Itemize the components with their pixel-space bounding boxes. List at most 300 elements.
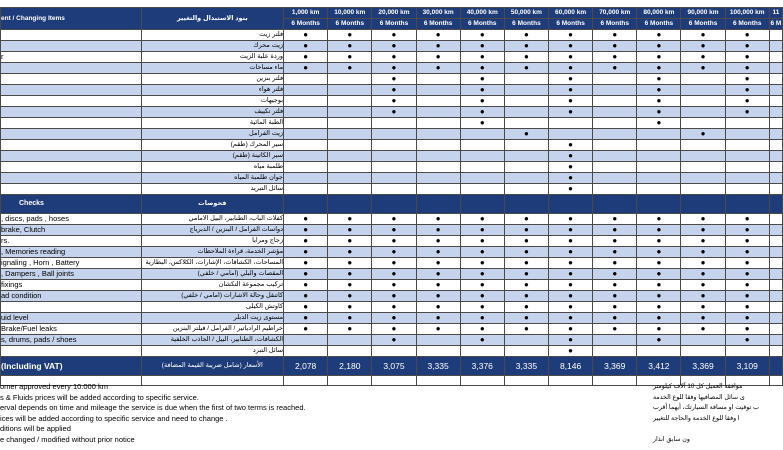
km-header: 90,000 km (681, 8, 725, 19)
service-mark: ● (372, 236, 416, 247)
empty-cell (637, 129, 681, 140)
service-mark: ● (460, 225, 504, 236)
item-ar: جوان طلمبة المياه (141, 173, 284, 184)
service-mark: ● (549, 291, 593, 302)
service-mark: ● (681, 269, 725, 280)
item-ar: المساحات، الكشافات، الإشارات، الكلاكس، البطارية (141, 258, 284, 269)
empty-cell (769, 291, 782, 302)
km-header: 40,000 km (460, 8, 504, 19)
price-value: 3,109 (725, 357, 769, 376)
table-row (1, 324, 783, 335)
service-mark: ● (593, 258, 637, 269)
empty-cell (593, 140, 637, 151)
service-mark: ● (549, 63, 593, 74)
empty-cell (769, 269, 782, 280)
service-mark: ● (460, 302, 504, 313)
service-mark: ● (549, 173, 593, 184)
empty-cell (372, 140, 416, 151)
service-mark: ● (549, 247, 593, 258)
empty-cell (769, 236, 782, 247)
empty-cell (769, 30, 782, 41)
service-mark: ● (681, 291, 725, 302)
service-mark: ● (372, 41, 416, 52)
service-mark: ● (549, 324, 593, 335)
service-mark: ● (328, 269, 372, 280)
service-mark: ● (284, 269, 328, 280)
price-value: 3,376 (460, 357, 504, 376)
service-mark: ● (637, 302, 681, 313)
months-header: 6 Months (328, 19, 372, 30)
empty-cell (504, 346, 548, 357)
empty-cell (637, 140, 681, 151)
table-row (1, 236, 783, 247)
service-mark: ● (416, 214, 460, 225)
service-mark: ● (328, 302, 372, 313)
item-ar: كاتنقل وحالة الاشارات (امامي / خلفي) (141, 291, 284, 302)
english-notes (0, 382, 420, 446)
item-ar: زجاج ومرايا (141, 236, 284, 247)
empty-cell (328, 173, 372, 184)
empty-cell (416, 173, 460, 184)
empty-cell (504, 85, 548, 96)
service-mark: ● (372, 52, 416, 63)
empty-cell (593, 346, 637, 357)
service-mark: ● (284, 214, 328, 225)
service-mark: ● (460, 236, 504, 247)
empty-cell (769, 118, 782, 129)
table-row (1, 173, 783, 184)
service-mark: ● (637, 85, 681, 96)
item-ar: الكشافات، الطنابير، البيل / الجاذب الخلفية (141, 335, 284, 346)
service-mark: ● (681, 52, 725, 63)
service-mark: ● (549, 41, 593, 52)
empty-cell (725, 173, 769, 184)
service-mark: ● (328, 291, 372, 302)
service-mark: ● (416, 63, 460, 74)
blank-cell (460, 376, 504, 386)
item-en (1, 96, 142, 107)
service-mark: ● (593, 269, 637, 280)
service-mark: ● (372, 63, 416, 74)
price-value: 3,369 (681, 357, 725, 376)
empty-cell (637, 184, 681, 195)
service-mark: ● (504, 302, 548, 313)
service-mark: ● (284, 236, 328, 247)
item-en (1, 184, 142, 195)
price-value: 3,369 (593, 357, 637, 376)
empty-cell (416, 85, 460, 96)
table-row (1, 346, 783, 357)
service-mark: ● (416, 258, 460, 269)
service-mark: ● (372, 247, 416, 258)
empty-cell (372, 173, 416, 184)
service-mark: ● (549, 184, 593, 195)
km-header: 30,000 km (416, 8, 460, 19)
service-mark: ● (681, 258, 725, 269)
empty-cell (504, 335, 548, 346)
service-mark: ● (460, 118, 504, 129)
empty-cell (284, 173, 328, 184)
item-ar: خراطيم الرادياتير / الفرامل / فيلتر البنزين (141, 324, 284, 335)
item-ar: وردة علبة الزيت (141, 52, 284, 63)
empty-cell (284, 346, 328, 357)
table-row (1, 225, 783, 236)
item-en: rs. (1, 236, 142, 247)
header-en: ent / Changing Items (1, 8, 142, 30)
service-mark: ● (460, 247, 504, 258)
service-mark: ● (284, 324, 328, 335)
service-mark: ● (593, 247, 637, 258)
item-en: s, drums, pads / shoes (1, 335, 142, 346)
service-mark: ● (549, 280, 593, 291)
item-en (1, 74, 142, 85)
note-line-ar (653, 424, 773, 435)
service-mark: ● (372, 291, 416, 302)
table-row (1, 258, 783, 269)
empty-cell (769, 74, 782, 85)
empty-cell (416, 129, 460, 140)
blank-cell (416, 376, 460, 386)
service-mark: ● (460, 335, 504, 346)
service-mark: ● (681, 302, 725, 313)
empty-cell (504, 184, 548, 195)
service-mark: ● (504, 214, 548, 225)
note-line: erval depends on time and mileage the service is due when the first of two terms is reached. (0, 403, 306, 413)
empty-cell (637, 346, 681, 357)
service-mark: ● (372, 96, 416, 107)
empty-cell (416, 184, 460, 195)
empty-cell (769, 184, 782, 195)
price-value: 2,180 (328, 357, 372, 376)
item-ar: كاوتش الكيلى (141, 302, 284, 313)
service-mark: ● (549, 151, 593, 162)
empty-cell (725, 162, 769, 173)
item-en (1, 173, 142, 184)
table-row (1, 118, 783, 129)
empty-cell (416, 346, 460, 357)
item-ar: ماء مساحات (141, 63, 284, 74)
service-mark: ● (549, 258, 593, 269)
empty-cell (460, 140, 504, 151)
empty-cell (504, 162, 548, 173)
service-mark: ● (637, 63, 681, 74)
section-cell (725, 195, 769, 214)
empty-cell (372, 162, 416, 173)
service-mark: ● (416, 41, 460, 52)
item-ar: مستوى زيت الدبلر (141, 313, 284, 324)
empty-cell (460, 129, 504, 140)
service-mark: ● (637, 247, 681, 258)
service-mark: ● (284, 302, 328, 313)
table-row (1, 291, 783, 302)
service-mark: ● (372, 30, 416, 41)
service-mark: ● (372, 302, 416, 313)
empty-cell (504, 151, 548, 162)
service-schedule-table (0, 7, 783, 386)
empty-cell (769, 335, 782, 346)
empty-cell (681, 173, 725, 184)
section-ar: فحوصات (141, 195, 284, 214)
empty-cell (681, 162, 725, 173)
item-ar: فلتر تكييف (141, 107, 284, 118)
empty-cell (416, 162, 460, 173)
item-en: , discs, pads , hoses (1, 214, 142, 225)
note-line: e changed / modified without prior notice (0, 434, 135, 444)
empty-cell (681, 107, 725, 118)
service-mark: ● (549, 96, 593, 107)
service-mark: ● (637, 258, 681, 269)
service-mark: ● (725, 258, 769, 269)
service-mark: ● (460, 96, 504, 107)
table-row (1, 96, 783, 107)
item-en: brake, Clutch (1, 225, 142, 236)
empty-cell (328, 162, 372, 173)
empty-cell (725, 129, 769, 140)
empty-cell (328, 85, 372, 96)
note-line-ar: ب توقيت او مسافة السيارتك، أيهما أقرب (653, 404, 759, 412)
service-mark: ● (460, 63, 504, 74)
blank-cell (593, 376, 637, 386)
empty-cell (460, 184, 504, 195)
service-mark: ● (593, 41, 637, 52)
service-mark: ● (504, 324, 548, 335)
table-row (1, 269, 783, 280)
empty-cell (637, 162, 681, 173)
item-en (1, 162, 142, 173)
empty-cell (284, 118, 328, 129)
service-mark: ● (725, 291, 769, 302)
empty-cell (328, 335, 372, 346)
section-cell (372, 195, 416, 214)
service-mark: ● (681, 236, 725, 247)
months-header: 6 Months (681, 19, 725, 30)
item-en: uid level (1, 313, 142, 324)
service-mark: ● (328, 63, 372, 74)
section-cell (681, 195, 725, 214)
table-row (1, 162, 783, 173)
service-mark: ● (593, 214, 637, 225)
table-row (1, 214, 783, 225)
item-en: fixings (1, 280, 142, 291)
service-mark: ● (416, 280, 460, 291)
item-en (1, 151, 142, 162)
service-mark: ● (372, 335, 416, 346)
service-mark: ● (328, 258, 372, 269)
empty-cell (460, 346, 504, 357)
empty-cell (681, 151, 725, 162)
empty-cell (416, 118, 460, 129)
empty-cell (284, 96, 328, 107)
empty-cell (372, 346, 416, 357)
service-mark: ● (460, 30, 504, 41)
service-mark: ● (725, 236, 769, 247)
service-mark: ● (637, 118, 681, 129)
empty-cell (769, 280, 782, 291)
table-row (1, 74, 783, 85)
empty-cell (681, 140, 725, 151)
service-mark: ● (416, 302, 460, 313)
note-line-ar: موافقة العميل كل 10 آلاف كيلومتر (653, 383, 743, 390)
service-mark: ● (637, 236, 681, 247)
service-mark: ● (372, 258, 416, 269)
service-mark: ● (416, 236, 460, 247)
item-en (1, 41, 142, 52)
table-row (1, 335, 783, 346)
item-ar: زيت الفرامل (141, 129, 284, 140)
empty-cell (637, 151, 681, 162)
service-mark: ● (725, 335, 769, 346)
service-mark: ● (504, 30, 548, 41)
service-mark: ● (328, 324, 372, 335)
service-mark: ● (637, 52, 681, 63)
service-mark: ● (504, 41, 548, 52)
months-header: 6 Months (284, 19, 328, 30)
empty-cell (372, 118, 416, 129)
item-ar: دواسات الفرامل / البنزين / الدبرياج (141, 225, 284, 236)
service-mark: ● (725, 41, 769, 52)
price-value: 3,335 (504, 357, 548, 376)
service-mark: ● (460, 291, 504, 302)
header-ar: بنود الاستبدال والتغيير (141, 8, 284, 30)
service-mark: ● (504, 291, 548, 302)
section-cell (284, 195, 328, 214)
km-header: 60,000 km (549, 8, 593, 19)
months-header: 6 Months (549, 19, 593, 30)
item-en: , Memories reading (1, 247, 142, 258)
months-header: 6 Months (725, 19, 769, 30)
empty-cell (549, 118, 593, 129)
item-ar: بوجيهات (141, 96, 284, 107)
empty-cell (328, 118, 372, 129)
empty-cell (769, 52, 782, 63)
table-row (1, 247, 783, 258)
note-line-ar: ا وفقا للوع الخدمة والحاجة للتغيير (653, 414, 740, 422)
service-mark: ● (593, 52, 637, 63)
item-en (1, 346, 142, 357)
service-mark: ● (416, 247, 460, 258)
service-mark: ● (549, 74, 593, 85)
empty-cell (769, 151, 782, 162)
service-mark: ● (549, 52, 593, 63)
service-mark: ● (460, 74, 504, 85)
empty-cell (284, 85, 328, 96)
empty-cell (284, 184, 328, 195)
service-mark: ● (284, 63, 328, 74)
km-header: 70,000 km (593, 8, 637, 19)
service-mark: ● (681, 63, 725, 74)
service-mark: ● (637, 291, 681, 302)
table-row (1, 107, 783, 118)
table-row (1, 280, 783, 291)
months-header: 6 M (769, 19, 782, 30)
service-mark: ● (416, 291, 460, 302)
service-mark: ● (725, 63, 769, 74)
empty-cell (328, 151, 372, 162)
item-ar: طلمبة مياه (141, 162, 284, 173)
section-cell (593, 195, 637, 214)
note-line-ar: ون سابق انذار (653, 435, 690, 443)
item-ar: سائل التبريد (141, 184, 284, 195)
service-mark: ● (504, 247, 548, 258)
item-en (1, 85, 142, 96)
item-en (1, 129, 142, 140)
empty-cell (549, 129, 593, 140)
service-mark: ● (637, 107, 681, 118)
empty-cell (769, 41, 782, 52)
empty-cell (593, 184, 637, 195)
km-header: 1,000 km (284, 8, 328, 19)
months-header: 6 Months (416, 19, 460, 30)
service-mark: ● (284, 30, 328, 41)
item-ar: تركيب مجموعة التكشان (141, 280, 284, 291)
service-mark: ● (460, 214, 504, 225)
empty-cell (504, 74, 548, 85)
empty-cell (769, 247, 782, 258)
empty-cell (593, 335, 637, 346)
table-row (1, 184, 783, 195)
empty-cell (416, 107, 460, 118)
item-ar: فلتر هواء (141, 85, 284, 96)
service-mark: ● (416, 225, 460, 236)
empty-cell (416, 140, 460, 151)
section-cell (328, 195, 372, 214)
empty-cell (593, 118, 637, 129)
service-mark: ● (416, 313, 460, 324)
price-value (769, 357, 782, 376)
empty-cell (372, 129, 416, 140)
item-ar: سير الكاتينة (طقم) (141, 151, 284, 162)
service-mark: ● (681, 313, 725, 324)
empty-cell (769, 302, 782, 313)
service-mark: ● (460, 324, 504, 335)
service-mark: ● (328, 313, 372, 324)
service-mark: ● (460, 107, 504, 118)
service-mark: ● (284, 52, 328, 63)
service-mark: ● (681, 324, 725, 335)
empty-cell (769, 129, 782, 140)
service-mark: ● (504, 258, 548, 269)
empty-cell (769, 162, 782, 173)
service-mark: ● (328, 236, 372, 247)
service-mark: ● (549, 335, 593, 346)
service-mark: ● (725, 247, 769, 258)
empty-cell (460, 162, 504, 173)
item-ar: مؤشر الخدمة، قراءة الملاحظات (141, 247, 284, 258)
service-mark: ● (328, 247, 372, 258)
empty-cell (681, 346, 725, 357)
service-mark: ● (681, 41, 725, 52)
service-mark: ● (549, 225, 593, 236)
price-value: 3,075 (372, 357, 416, 376)
empty-cell (460, 173, 504, 184)
service-mark: ● (504, 313, 548, 324)
empty-cell (681, 96, 725, 107)
service-mark: ● (504, 63, 548, 74)
price-value: 2,078 (284, 357, 328, 376)
empty-cell (328, 107, 372, 118)
note-line: ditions will be applied (0, 424, 71, 434)
service-mark: ● (549, 269, 593, 280)
service-mark: ● (549, 236, 593, 247)
service-mark: ● (504, 129, 548, 140)
service-mark: ● (504, 280, 548, 291)
empty-cell (593, 129, 637, 140)
empty-cell (328, 184, 372, 195)
item-ar: فلتر بنزين (141, 74, 284, 85)
service-mark: ● (637, 324, 681, 335)
empty-cell (593, 162, 637, 173)
service-mark: ● (549, 302, 593, 313)
